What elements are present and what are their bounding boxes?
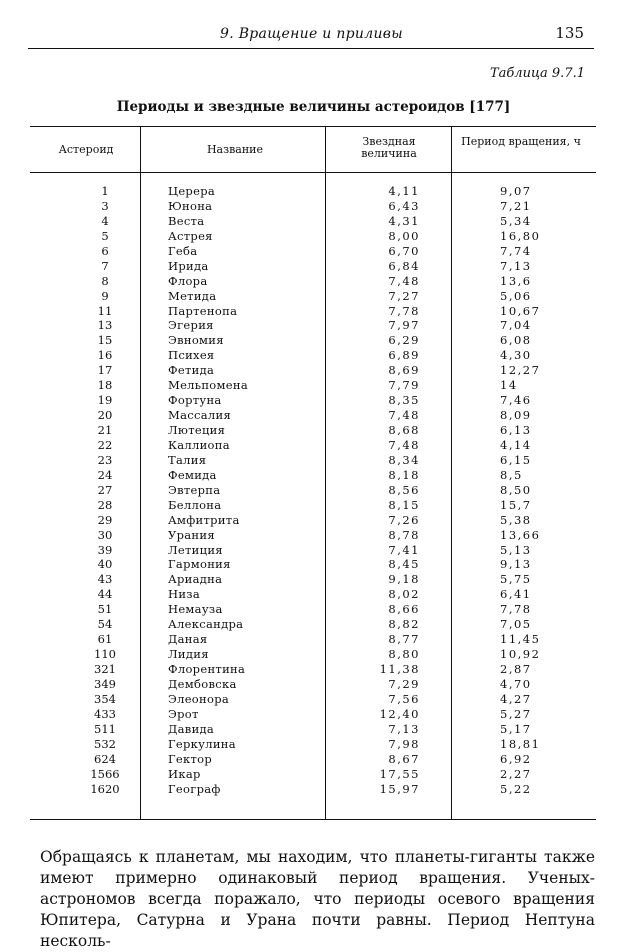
table-row (30, 214, 596, 229)
asteroid-name-cell: Низа (168, 587, 201, 602)
asteroid-number-cell: 29 (97, 512, 113, 527)
magnitude-cell: 12,40 (379, 706, 420, 721)
page-number: 135 (555, 24, 584, 42)
magnitude-cell: 8,78 (388, 527, 420, 542)
magnitude-cell: 17,55 (379, 766, 420, 781)
column-header-asteroid: Астероид (58, 143, 114, 156)
asteroid-number-cell: 532 (94, 736, 116, 751)
asteroid-number-cell: 21 (97, 423, 113, 437)
asteroid-name-cell: Талия (168, 452, 207, 467)
rotation-period-cell: 9,07 (500, 184, 532, 198)
asteroid-name-cell: Амфитрита (168, 512, 240, 527)
asteroid-number-cell: 30 (97, 527, 113, 542)
table-row (30, 184, 596, 199)
rotation-period-cell: 9,13 (500, 557, 532, 572)
table-row (30, 707, 596, 722)
rotation-period-cell: 4,27 (500, 691, 532, 706)
magnitude-cell: 7,79 (388, 378, 420, 393)
asteroid-name-cell: Географ (168, 781, 221, 796)
magnitude-cell: 8,82 (388, 617, 420, 632)
asteroid-number-cell: 22 (97, 437, 113, 452)
table-row (30, 692, 596, 707)
asteroid-name-cell: Урания (168, 527, 215, 542)
asteroid-name-cell: Гармония (168, 557, 231, 572)
rotation-period-cell: 5,13 (500, 542, 532, 557)
rotation-period-cell: 7,04 (500, 318, 532, 333)
magnitude-cell: 7,97 (388, 318, 420, 333)
table-row (30, 572, 596, 587)
asteroid-number-cell: 18 (97, 378, 113, 393)
magnitude-cell: 7,56 (388, 691, 420, 706)
rotation-period-cell: 4,30 (500, 348, 532, 363)
column-header-magnitude: Звездная величина (361, 135, 417, 160)
table-row (30, 677, 596, 692)
table-row (30, 333, 596, 348)
rotation-period-cell: 5,27 (500, 706, 532, 721)
rotation-period-cell: 13,66 (500, 527, 541, 542)
table-row (30, 513, 596, 528)
asteroid-name-cell: Мельпомена (168, 378, 249, 393)
table-row (30, 304, 596, 319)
asteroid-number-cell: 23 (97, 452, 113, 467)
rotation-period-cell: 7,21 (500, 198, 532, 213)
asteroid-number-cell: 321 (94, 662, 116, 676)
magnitude-cell: 7,27 (388, 288, 420, 303)
rotation-period-cell: 10,67 (500, 303, 541, 318)
table-row (30, 543, 596, 558)
asteroid-number-cell: 6 (101, 243, 109, 258)
table-row (30, 722, 596, 737)
table-row (30, 318, 596, 333)
table-row (30, 767, 596, 782)
rotation-period-cell: 16,80 (500, 228, 541, 243)
asteroid-number-cell: 40 (97, 557, 113, 572)
magnitude-cell: 8,68 (388, 423, 420, 437)
asteroid-number-cell: 13 (97, 318, 113, 333)
rotation-period-cell: 6,41 (500, 587, 532, 602)
magnitude-cell: 6,43 (388, 198, 420, 213)
table-row (30, 468, 596, 483)
asteroid-number-cell: 1620 (90, 781, 120, 796)
asteroid-name-cell: Веста (168, 213, 205, 228)
table-row (30, 378, 596, 393)
asteroid-name-cell: Церера (168, 184, 216, 198)
table-row (30, 244, 596, 259)
magnitude-cell: 7,78 (388, 303, 420, 318)
table-row (30, 483, 596, 498)
asteroid-number-cell: 15 (97, 333, 113, 348)
asteroid-number-cell: 349 (94, 676, 116, 691)
asteroid-name-cell: Флора (168, 273, 208, 288)
table-row (30, 393, 596, 408)
asteroid-number-cell: 5 (101, 228, 109, 243)
rotation-period-cell: 5,38 (500, 512, 532, 527)
magnitude-cell: 6,29 (388, 333, 420, 348)
magnitude-cell: 4,31 (388, 213, 420, 228)
asteroid-number-cell: 1566 (90, 766, 120, 781)
table-row (30, 259, 596, 274)
table-row (30, 662, 596, 677)
rotation-period-cell: 15,7 (500, 497, 532, 512)
rotation-period-cell: 8,5 (500, 467, 523, 482)
asteroid-name-cell: Эвтерпа (168, 482, 221, 497)
asteroid-number-cell: 43 (97, 572, 113, 587)
table-row (30, 647, 596, 662)
magnitude-cell: 8,77 (388, 632, 420, 647)
asteroid-name-cell: Фортуна (168, 393, 222, 408)
magnitude-cell: 8,00 (388, 228, 420, 243)
magnitude-cell: 8,34 (388, 452, 420, 467)
asteroid-number-cell: 44 (97, 587, 113, 602)
asteroid-name-cell: Лютеция (168, 423, 226, 437)
rotation-period-cell: 13,6 (500, 273, 532, 288)
asteroid-name-cell: Лидия (168, 647, 209, 662)
magnitude-cell: 6,89 (388, 348, 420, 363)
table-row (30, 602, 596, 617)
table-row (30, 528, 596, 543)
magnitude-cell: 8,66 (388, 602, 420, 617)
asteroid-number-cell: 20 (97, 408, 113, 423)
asteroid-name-cell: Ирида (168, 258, 209, 273)
rotation-period-cell: 5,06 (500, 288, 532, 303)
asteroid-name-cell: Метида (168, 288, 217, 303)
table-row (30, 274, 596, 289)
table-title: Периоды и звездные величины астероидов [177] (116, 99, 511, 115)
table-row (30, 408, 596, 423)
rotation-period-cell: 6,13 (500, 423, 532, 437)
asteroid-name-cell: Элеонора (168, 691, 230, 706)
asteroid-number-cell: 24 (97, 467, 113, 482)
table-row (30, 229, 596, 244)
asteroid-number-cell: 54 (97, 617, 113, 632)
rotation-period-cell: 7,05 (500, 617, 532, 632)
magnitude-cell: 6,70 (388, 243, 420, 258)
asteroid-name-cell: Фетида (168, 363, 215, 378)
asteroid-name-cell: Каллиопа (168, 437, 230, 452)
rotation-period-cell: 5,75 (500, 572, 532, 587)
asteroid-number-cell: 624 (94, 751, 116, 766)
table-header-rule (30, 172, 596, 173)
rotation-period-cell: 14 (500, 378, 518, 393)
rotation-period-cell: 2,27 (500, 766, 532, 781)
rotation-period-cell: 10,92 (500, 647, 541, 662)
rotation-period-cell: 7,46 (500, 393, 532, 408)
rotation-period-cell: 12,27 (500, 363, 541, 378)
rotation-period-cell: 6,15 (500, 452, 532, 467)
asteroid-number-cell: 39 (97, 542, 113, 557)
asteroid-name-cell: Геркулина (168, 736, 236, 751)
rotation-period-cell: 7,74 (500, 243, 532, 258)
rotation-period-cell: 4,70 (500, 676, 532, 691)
asteroid-name-cell: Астрея (168, 228, 213, 243)
asteroid-name-cell: Икар (168, 766, 201, 781)
asteroid-name-cell: Юнона (168, 198, 213, 213)
asteroid-number-cell: 28 (97, 497, 113, 512)
asteroid-name-cell: Эвномия (168, 333, 224, 348)
rotation-period-cell: 6,92 (500, 751, 532, 766)
asteroid-name-cell: Эрот (168, 706, 199, 721)
magnitude-cell: 7,48 (388, 273, 420, 288)
magnitude-cell: 7,13 (388, 721, 420, 736)
asteroid-number-cell: 19 (97, 393, 113, 408)
column-header-period: Период вращения, ч (461, 135, 581, 148)
table-row (30, 199, 596, 214)
table-row (30, 557, 596, 572)
asteroid-name-cell: Даная (168, 632, 208, 647)
table-row (30, 289, 596, 304)
asteroid-name-cell: Флорентина (168, 662, 246, 676)
rotation-period-cell: 2,87 (500, 662, 532, 676)
asteroid-number-cell: 16 (97, 348, 113, 363)
body-paragraph: Обращаясь к планетам, мы находим, что планеты-гиганты также имеют примерно одинаковый период вращения. Ученых-астрономов всегда поражало, что периоды осевого вращения Юпитера, Сатурна и Урана почти равны. Период Нептуна несколь- (40, 848, 595, 950)
table-row (30, 617, 596, 632)
rotation-period-cell: 5,34 (500, 213, 532, 228)
table-row (30, 453, 596, 468)
rotation-period-cell: 8,50 (500, 482, 532, 497)
rotation-period-cell: 6,08 (500, 333, 532, 348)
asteroid-name-cell: Массалия (168, 408, 231, 423)
magnitude-cell: 8,45 (388, 557, 420, 572)
table-row (30, 498, 596, 513)
table-row (30, 782, 596, 797)
running-title: 9. Вращение и приливы (220, 26, 403, 42)
asteroid-name-cell: Немауза (168, 602, 223, 617)
asteroid-name-cell: Партенопа (168, 303, 238, 318)
table-row (30, 752, 596, 767)
asteroid-name-cell: Летиция (168, 542, 223, 557)
asteroid-name-cell: Гектор (168, 751, 213, 766)
asteroid-name-cell: Дембовска (168, 676, 237, 691)
asteroid-name-cell: Геба (168, 243, 198, 258)
magnitude-cell: 7,48 (388, 437, 420, 452)
asteroid-name-cell: Фемида (168, 467, 217, 482)
magnitude-cell: 11,38 (379, 662, 420, 676)
magnitude-cell: 8,69 (388, 363, 420, 378)
column-header-name: Название (206, 143, 264, 156)
asteroid-number-cell: 11 (97, 303, 113, 318)
running-header (28, 22, 594, 49)
asteroid-number-cell: 511 (94, 721, 116, 736)
magnitude-cell: 7,26 (388, 512, 420, 527)
asteroid-number-cell: 4 (101, 213, 109, 228)
rotation-period-cell: 7,13 (500, 258, 532, 273)
rotation-period-cell: 18,81 (500, 736, 541, 751)
asteroid-name-cell: Беллона (168, 497, 222, 512)
magnitude-cell: 8,56 (388, 482, 420, 497)
table-row (30, 348, 596, 363)
magnitude-cell: 9,18 (388, 572, 420, 587)
rotation-period-cell: 11,45 (500, 632, 541, 647)
asteroid-number-cell: 110 (94, 647, 116, 662)
asteroid-number-cell: 17 (97, 363, 113, 378)
magnitude-cell: 15,97 (379, 781, 420, 796)
asteroid-name-cell: Давида (168, 721, 215, 736)
table-row (30, 363, 596, 378)
asteroid-number-cell: 51 (97, 602, 113, 617)
table-top-rule (30, 126, 596, 127)
asteroid-name-cell: Ариадна (168, 572, 223, 587)
magnitude-cell: 8,18 (388, 467, 420, 482)
rotation-period-cell: 5,17 (500, 721, 532, 736)
magnitude-cell: 8,35 (388, 393, 420, 408)
rotation-period-cell: 7,78 (500, 602, 532, 617)
asteroid-number-cell: 7 (101, 258, 109, 273)
asteroid-name-cell: Психея (168, 348, 215, 363)
magnitude-cell: 8,67 (388, 751, 420, 766)
magnitude-cell: 7,98 (388, 736, 420, 751)
asteroid-name-cell: Эгерия (168, 318, 214, 333)
magnitude-cell: 8,02 (388, 587, 420, 602)
asteroid-name-cell: Александра (168, 617, 244, 632)
table-row (30, 587, 596, 602)
table-row (30, 737, 596, 752)
asteroid-number-cell: 3 (101, 198, 109, 213)
table-body (30, 184, 596, 796)
asteroid-number-cell: 1 (101, 184, 109, 198)
magnitude-cell: 6,84 (388, 258, 420, 273)
magnitude-cell: 4,11 (388, 184, 420, 198)
asteroid-number-cell: 61 (97, 632, 113, 647)
table-bottom-rule (30, 819, 596, 820)
asteroid-number-cell: 8 (101, 273, 109, 288)
magnitude-cell: 8,80 (388, 647, 420, 662)
magnitude-cell: 7,41 (388, 542, 420, 557)
asteroid-number-cell: 9 (101, 288, 109, 303)
table-row (30, 632, 596, 647)
table-label: Таблица 9.7.1 (489, 66, 585, 81)
rotation-period-cell: 8,09 (500, 408, 532, 423)
asteroid-number-cell: 433 (94, 706, 116, 721)
asteroid-number-cell: 354 (94, 691, 116, 706)
asteroid-table (30, 126, 596, 820)
table-row (30, 438, 596, 453)
table-row (30, 423, 596, 438)
asteroid-number-cell: 27 (97, 482, 113, 497)
magnitude-cell: 7,29 (388, 676, 420, 691)
magnitude-cell: 8,15 (388, 497, 420, 512)
rotation-period-cell: 5,22 (500, 781, 532, 796)
magnitude-cell: 7,48 (388, 408, 420, 423)
rotation-period-cell: 4,14 (500, 437, 532, 452)
